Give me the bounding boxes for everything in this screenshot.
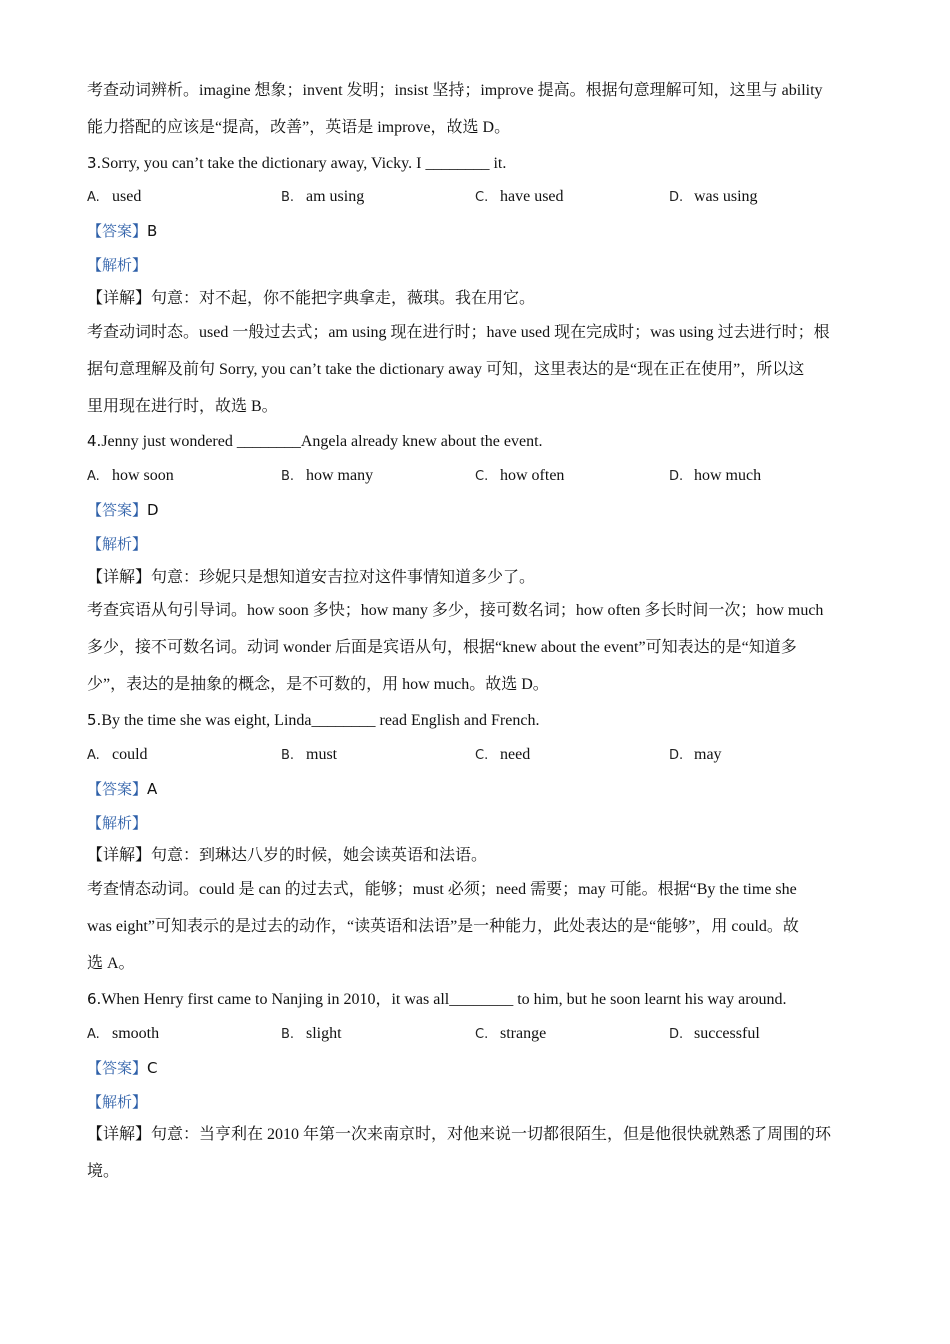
q4-option-d — [669, 466, 761, 487]
answer-value: A — [147, 780, 158, 798]
detail-text: 句意：到琳达八岁的时候，她会读英语和法语。 — [151, 847, 488, 864]
option-letter: D. — [669, 190, 684, 205]
option-letter: D. — [669, 1027, 684, 1042]
q3-option-a — [87, 187, 141, 208]
option-text: how many — [306, 467, 374, 484]
option-letter: C. — [475, 1027, 489, 1042]
q6-detail — [87, 1125, 831, 1145]
q5-option-a — [87, 745, 148, 766]
q3-explanation-1: 考查动词时态。used 一般过去式；am using 现在进行时；have used 现在完成时；was using 过去进行时；根 — [87, 324, 830, 341]
detail-label: 【详解】 — [87, 290, 152, 307]
q3-analysis-label — [87, 255, 147, 276]
question-number: 3. — [87, 154, 102, 172]
intro-line-2: 能力搭配的应该是“提高，改善”，英语是 improve，故选 D。 — [87, 119, 511, 136]
q4-detail — [87, 568, 535, 588]
question-3-stem — [87, 153, 506, 174]
question-number: 5. — [87, 711, 102, 729]
q5-answer — [87, 779, 157, 800]
answer-label: 【答案】 — [87, 1059, 148, 1077]
question-text: Jenny just wondered ________Angela already knew about the event. — [101, 433, 543, 450]
analysis-label: 【解析】 — [87, 814, 148, 832]
question-number: 4. — [87, 432, 102, 450]
q4-analysis-label — [87, 534, 147, 555]
option-letter: C. — [475, 469, 489, 484]
option-letter: A. — [87, 190, 100, 205]
q5-option-d — [669, 745, 722, 766]
question-text: When Henry first came to Nanjing in 2010，it was all________ to him, but he soon learnt his way around. — [101, 991, 787, 1008]
q3-answer — [87, 221, 157, 242]
question-number: 6. — [87, 990, 102, 1008]
answer-label: 【答案】 — [87, 222, 148, 240]
option-text: how often — [500, 467, 565, 484]
detail-label: 【详解】 — [87, 1126, 152, 1143]
question-text: Sorry, you can’t take the dictionary away, Vicky. I ________ it. — [101, 155, 507, 172]
option-text: smooth — [112, 1025, 160, 1042]
option-text: used — [112, 188, 142, 205]
option-letter: B. — [281, 1027, 295, 1042]
q5-option-c — [475, 745, 530, 766]
analysis-label: 【解析】 — [87, 256, 148, 274]
q6-option-b — [281, 1024, 342, 1045]
question-text: By the time she was eight, Linda________ read English and French. — [101, 712, 540, 729]
answer-value: D — [147, 501, 159, 519]
option-text: slight — [306, 1025, 342, 1042]
q3-option-d — [669, 187, 758, 208]
option-text: must — [306, 746, 338, 763]
detail-label: 【详解】 — [87, 847, 152, 864]
q4-explanation-1: 考查宾语从句引导词。how soon 多快；how many 多少，接可数名词；how often 多长时间一次；how much — [87, 602, 824, 619]
q4-explanation-2: 多少，接不可数名词。动词 wonder 后面是宾语从句，根据“knew about the event”可知表达的是“知道多 — [87, 639, 797, 656]
q4-explanation-3: 少”，表达的是抽象的概念，是不可数的，用 how much。故选 D。 — [87, 676, 549, 693]
option-letter: A. — [87, 1027, 100, 1042]
q6-answer — [87, 1058, 158, 1079]
option-text: need — [500, 746, 531, 763]
option-letter: C. — [475, 190, 489, 205]
q6-detail-cont: 境。 — [87, 1163, 120, 1180]
q5-explanation-1: 考查情态动词。could 是 can 的过去式，能够；must 必须；need 需要；may 可能。根据“By the time she — [87, 881, 797, 898]
option-letter: A. — [87, 469, 100, 484]
q5-explanation-3: 选 A。 — [87, 955, 135, 972]
question-6-stem — [87, 989, 787, 1010]
q6-analysis-label — [87, 1092, 147, 1113]
option-letter: B. — [281, 469, 295, 484]
q5-detail — [87, 846, 487, 866]
option-text: am using — [306, 188, 365, 205]
question-5-stem — [87, 710, 539, 731]
detail-text: 句意：当亨利在 2010 年第一次来南京时，对他来说一切都很陌生，但是他很快就熟悉了周围的环 — [151, 1126, 832, 1143]
option-letter: B. — [281, 190, 295, 205]
answer-label: 【答案】 — [87, 501, 148, 519]
option-text: could — [112, 746, 148, 763]
option-text: strange — [500, 1025, 547, 1042]
q5-option-b — [281, 745, 337, 766]
answer-value: B — [147, 222, 158, 240]
q5-explanation-2: was eight”可知表示的是过去的动作，“读英语和法语”是一种能力，此处表达的是“能够”，用 could。故 — [87, 918, 799, 935]
option-letter: C. — [475, 748, 489, 763]
analysis-label: 【解析】 — [87, 1093, 148, 1111]
option-text: was using — [694, 188, 758, 205]
q3-explanation-2: 据句意理解及前句 Sorry, you can’t take the dictionary away 可知，这里表达的是“现在正在使用”，所以这 — [87, 361, 805, 378]
q6-option-a — [87, 1024, 159, 1045]
option-letter: B. — [281, 748, 295, 763]
q3-explanation-3: 里用现在进行时，故选 B。 — [87, 398, 278, 415]
q3-detail — [87, 289, 535, 309]
detail-text: 句意：珍妮只是想知道安吉拉对这件事情知道多少了。 — [151, 569, 536, 586]
detail-label: 【详解】 — [87, 569, 152, 586]
option-text: how soon — [112, 467, 174, 484]
analysis-label: 【解析】 — [87, 535, 148, 553]
option-text: may — [694, 746, 722, 763]
q4-option-c — [475, 466, 564, 487]
option-text: how much — [694, 467, 762, 484]
q6-option-d — [669, 1024, 760, 1045]
option-text: successful — [694, 1025, 760, 1042]
option-letter: D. — [669, 469, 684, 484]
q4-option-b — [281, 466, 373, 487]
q3-option-c — [475, 187, 564, 208]
answer-value: C — [147, 1059, 158, 1077]
q4-option-a — [87, 466, 174, 487]
q4-answer — [87, 500, 159, 521]
option-letter: A. — [87, 748, 100, 763]
detail-text: 句意：对不起，你不能把字典拿走，薇琪。我在用它。 — [151, 290, 536, 307]
q6-option-c — [475, 1024, 546, 1045]
q5-analysis-label — [87, 813, 147, 834]
question-4-stem — [87, 431, 543, 452]
option-letter: D. — [669, 748, 684, 763]
intro-line-1: 考查动词辨析。imagine 想象；invent 发明；insist 坚持；improve 提高。根据句意理解可知，这里与 ability — [87, 82, 823, 99]
answer-label: 【答案】 — [87, 780, 148, 798]
q3-option-b — [281, 187, 364, 208]
option-text: have used — [500, 188, 564, 205]
